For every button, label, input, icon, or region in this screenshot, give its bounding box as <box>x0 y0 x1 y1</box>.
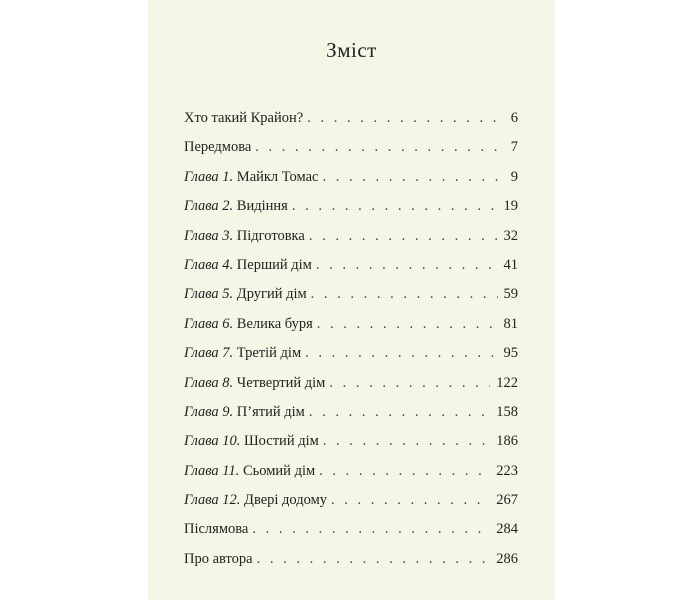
dot-leader <box>252 518 490 540</box>
toc-row <box>184 430 518 459</box>
toc-entry <box>184 107 303 129</box>
chapter-number: Глава 8. <box>184 374 234 391</box>
entry-title: П’ятий дім <box>233 403 305 420</box>
toc-row <box>184 489 518 518</box>
chapter-number: Глава 3. <box>184 227 234 244</box>
chapter-number: Глава 1. <box>184 168 234 185</box>
toc-entry <box>184 372 325 394</box>
page-number: 158 <box>496 403 518 420</box>
entry-title: Шостий дім <box>240 433 319 450</box>
entry-title: Сьомий дім <box>239 462 316 479</box>
page-number: 6 <box>510 110 518 126</box>
toc-row <box>184 166 518 195</box>
page-number: 286 <box>496 550 518 567</box>
dot-leader <box>305 342 497 364</box>
chapter-number: Глава 4. <box>184 256 234 273</box>
page-number: 59 <box>503 286 518 303</box>
page-number: 81 <box>503 315 518 332</box>
dot-leader <box>316 254 498 276</box>
toc-entry <box>184 195 288 217</box>
toc-row <box>184 372 518 401</box>
toc-row <box>184 225 518 254</box>
page-number: 122 <box>496 374 518 391</box>
page-number: 186 <box>496 433 518 450</box>
dot-leader <box>307 107 505 129</box>
dot-leader <box>255 136 504 158</box>
dot-leader <box>309 401 490 423</box>
toc-entry <box>184 225 305 247</box>
toc-entry <box>184 254 312 276</box>
page-number: 284 <box>496 521 518 538</box>
chapter-number: Глава 11. <box>184 462 240 479</box>
toc-entry <box>184 136 251 158</box>
dot-leader <box>323 430 490 452</box>
toc-row <box>184 283 518 312</box>
page-number: 223 <box>496 462 518 479</box>
chapter-number: Глава 9. <box>184 403 234 420</box>
chapter-number: Глава 10. <box>184 433 241 450</box>
toc-entry <box>184 342 301 364</box>
toc-row <box>184 548 518 577</box>
page-number: 9 <box>510 168 518 185</box>
entry-title: Післямова <box>184 521 249 538</box>
page-number: 267 <box>496 492 518 509</box>
entry-title: Про автора <box>184 550 253 567</box>
toc-entry <box>184 460 315 482</box>
chapter-number: Глава 2. <box>184 198 234 215</box>
dot-leader <box>292 195 498 217</box>
dot-leader <box>319 460 490 482</box>
entry-title: Велика буря <box>233 315 313 332</box>
dot-leader <box>331 489 490 511</box>
toc-entry <box>184 166 318 188</box>
toc-entry <box>184 430 319 452</box>
toc-row <box>184 460 518 489</box>
dot-leader <box>317 313 498 335</box>
page-number: 19 <box>503 198 518 215</box>
entry-title: Хто такий Крайон? <box>184 110 304 126</box>
entry-title: Четвертий дім <box>233 374 326 391</box>
dot-leader <box>257 548 491 570</box>
page-title: Зміст <box>326 38 377 62</box>
toc-entry <box>184 401 305 423</box>
entry-title: Другий дім <box>233 286 307 303</box>
chapter-number: Глава 6. <box>184 315 234 332</box>
entry-title: Видіння <box>233 198 288 215</box>
dot-leader <box>322 166 504 188</box>
toc-row <box>184 518 518 547</box>
chapter-number: Глава 12. <box>184 492 241 509</box>
book-page <box>148 0 555 600</box>
toc-row <box>184 107 518 136</box>
dot-leader <box>329 372 490 394</box>
page-number: 95 <box>503 345 518 362</box>
toc-entry <box>184 518 248 540</box>
dot-leader <box>309 225 498 247</box>
entry-title: Третій дім <box>233 345 302 362</box>
page-number: 7 <box>510 139 518 156</box>
entry-title: Майкл Томас <box>233 168 319 185</box>
toc-entry <box>184 313 313 335</box>
toc-row <box>184 401 518 430</box>
toc-row <box>184 342 518 371</box>
table-of-contents <box>184 107 518 577</box>
dot-leader <box>311 283 498 305</box>
entry-title: Двері додому <box>240 492 328 509</box>
toc-entry <box>184 548 253 570</box>
toc-row <box>184 136 518 165</box>
page-number: 41 <box>503 256 518 273</box>
page-number: 32 <box>503 227 518 244</box>
toc-row <box>184 313 518 342</box>
toc-row <box>184 195 518 224</box>
toc-entry <box>184 489 327 511</box>
chapter-number: Глава 5. <box>184 286 234 303</box>
toc-entry <box>184 283 307 305</box>
entry-title: Підготовка <box>233 227 305 244</box>
entry-title: Перший дім <box>233 256 312 273</box>
chapter-number: Глава 7. <box>184 345 234 362</box>
entry-title: Передмова <box>184 139 252 156</box>
toc-row <box>184 254 518 283</box>
